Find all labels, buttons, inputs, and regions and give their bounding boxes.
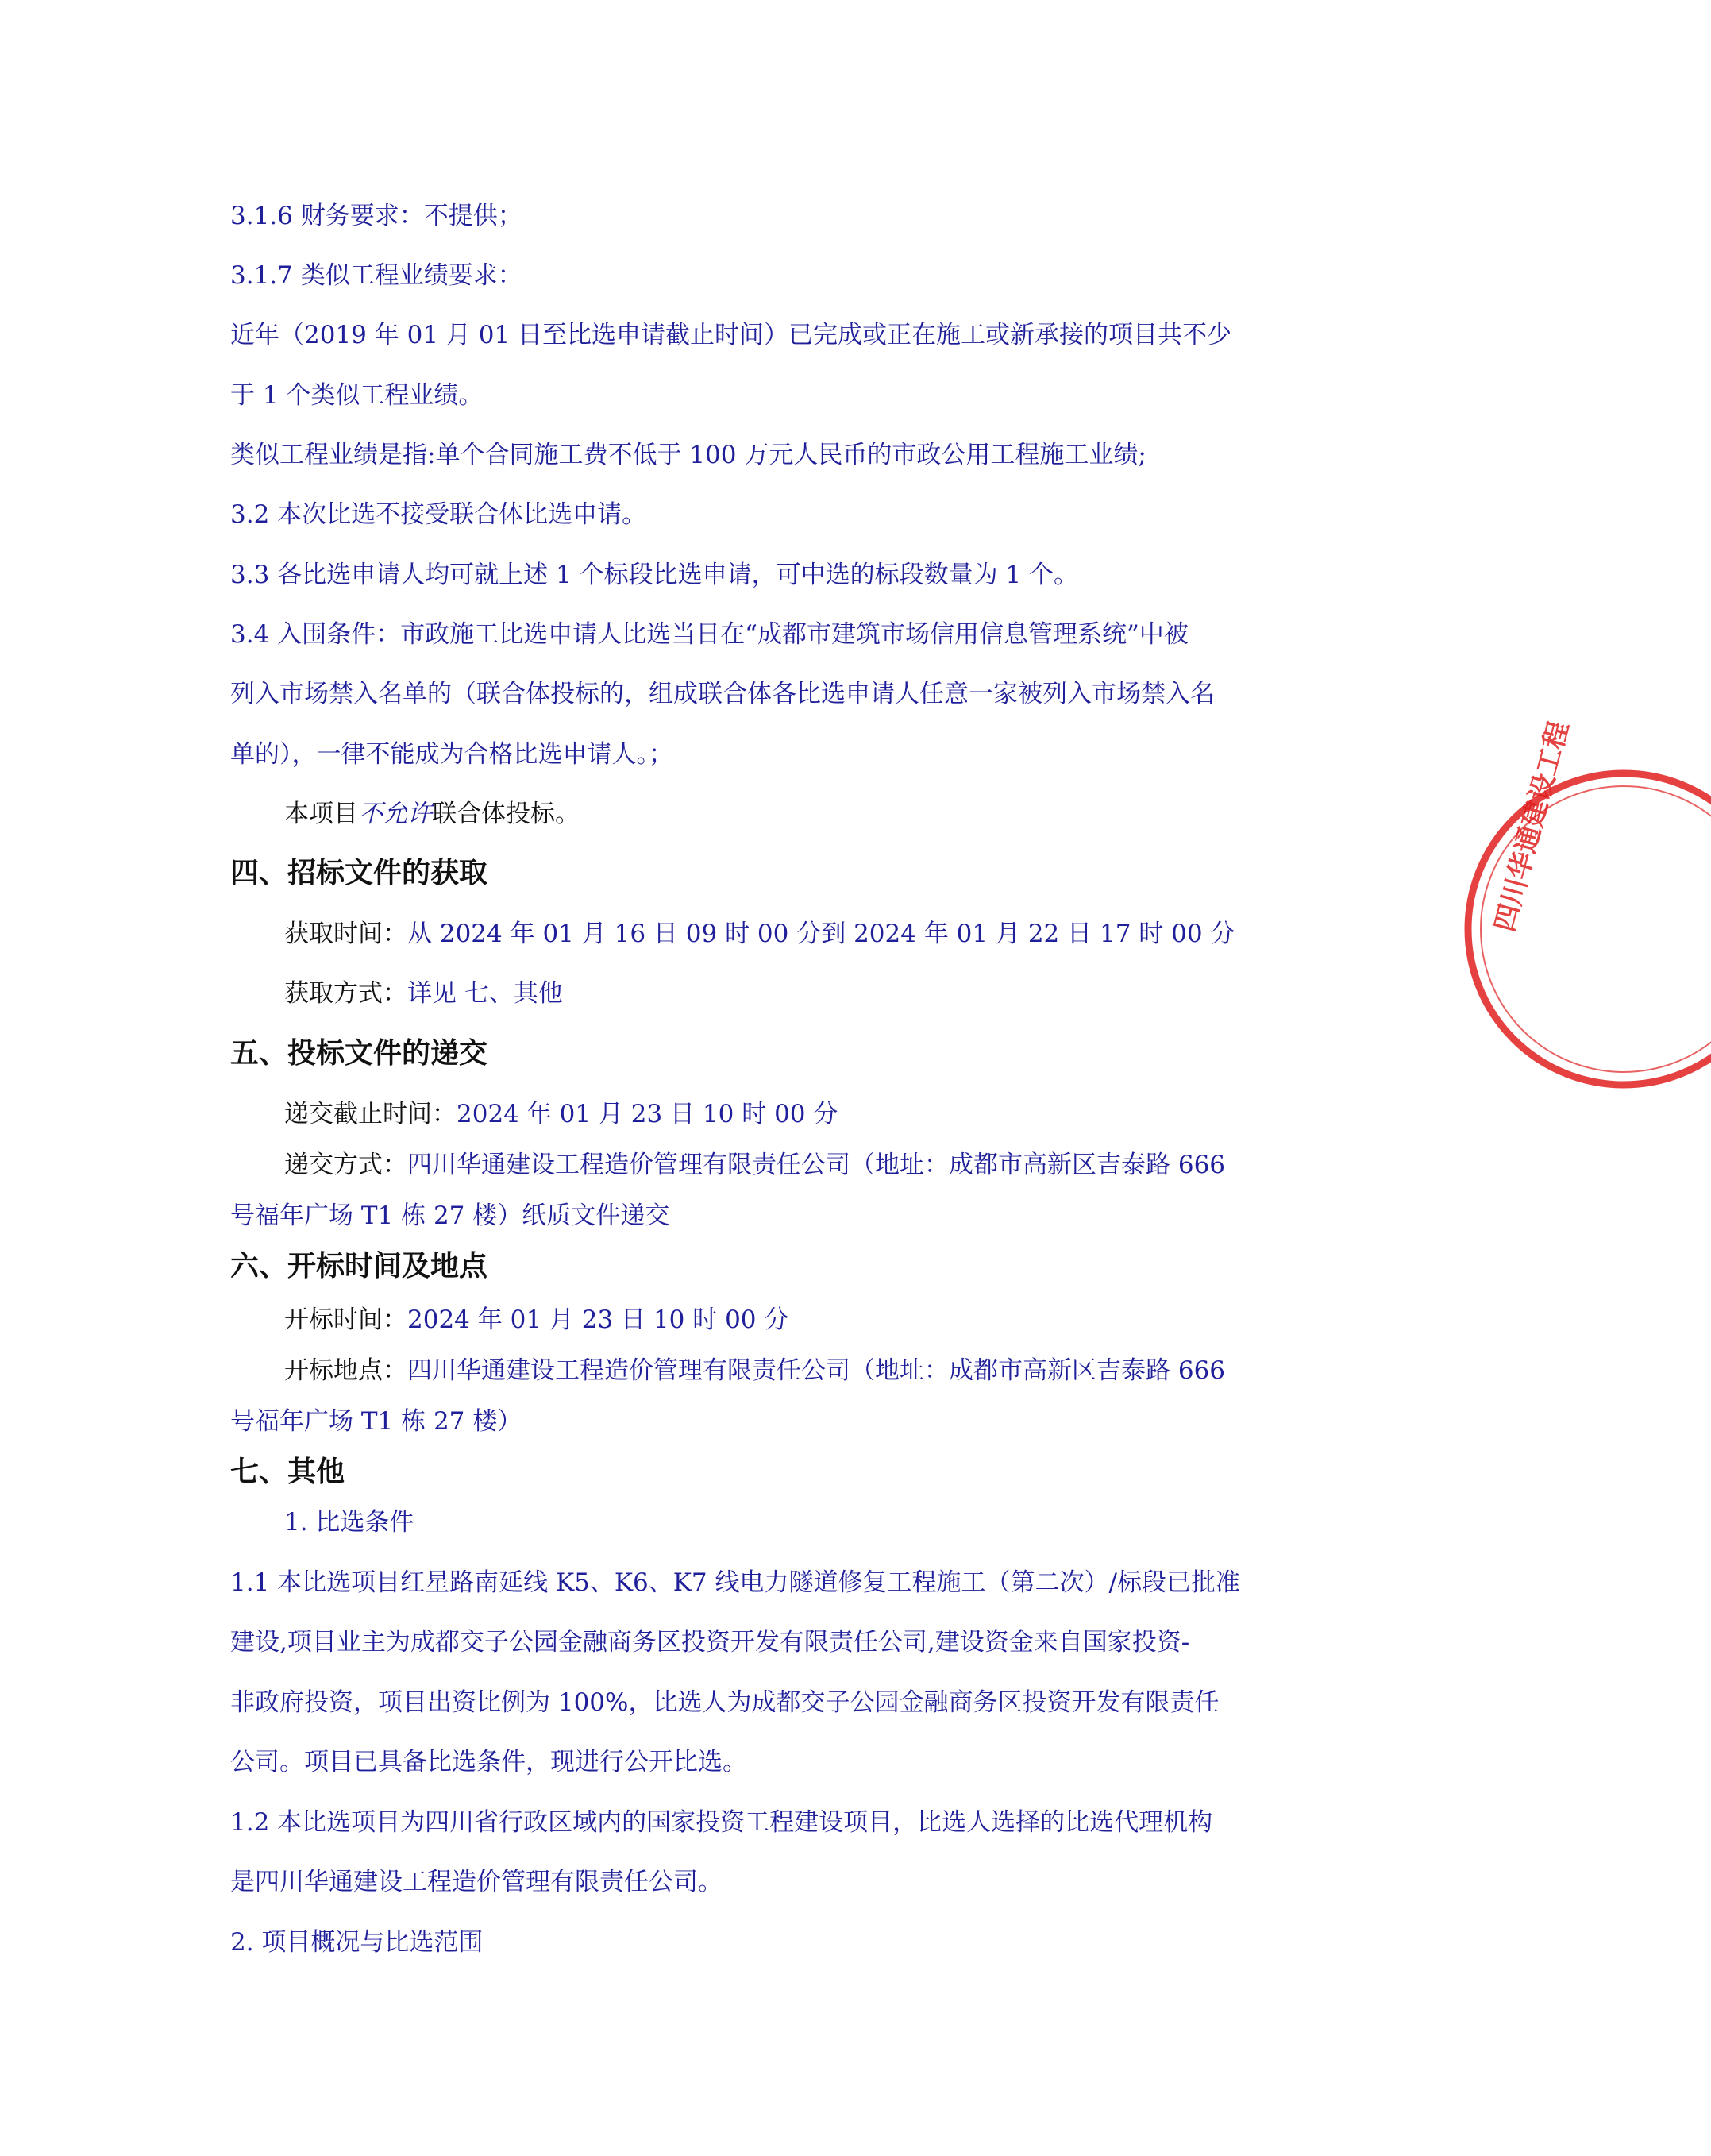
- clause-1-1-line-2: 建设,项目业主为成都交子公园金融商务区投资开发有限责任公司,建设资金来自国家投资-: [230, 1628, 1190, 1657]
- obtain-method-value: 详见 七、其他: [407, 979, 563, 1008]
- consortium-prefix: 本项目: [284, 800, 358, 828]
- obtain-time-label: 获取时间：: [284, 920, 407, 948]
- submit-method-label: 递交方式：: [284, 1151, 407, 1179]
- clause-3-1-6: 3.1.6 财务要求：不提供；: [230, 202, 522, 230]
- obtain-method-label: 获取方式：: [284, 979, 407, 1008]
- opening-place-label: 开标地点：: [284, 1356, 407, 1385]
- submit-method-cont: 号福年广场 T1 栋 27 楼）纸质文件递交: [230, 1201, 670, 1230]
- company-seal: [1457, 718, 1711, 1096]
- section-7-heading: 七、其他: [230, 1456, 345, 1488]
- submit-method: [284, 1146, 1225, 1184]
- submit-method-value-a: 四川华通建设工程造价管理有限责任公司（地址：成都市高新区吉泰路 666: [407, 1151, 1226, 1179]
- clause-1-1-line-3: 非政府投资，项目出资比例为 100%，比选人为成都交子公园金融商务区投资开发有限责任: [230, 1688, 1220, 1717]
- obtain-time: [284, 915, 1235, 953]
- obtain-method: [284, 974, 563, 1012]
- consortium-em: 不允许: [358, 800, 432, 828]
- opening-place-value-a: 四川华通建设工程造价管理有限责任公司（地址：成都市高新区吉泰路 666: [407, 1356, 1226, 1385]
- clause-1-2-line-2: 是四川华通建设工程造价管理有限责任公司。: [230, 1868, 723, 1896]
- performance-line-1: 近年（2019 年 01 月 01 日至比选申请截止时间）已完成或正在施工或新承接的项目共不少: [230, 321, 1232, 349]
- section-4-heading: 四、招标文件的获取: [230, 857, 488, 889]
- performance-definition: 类似工程业绩是指:单个合同施工费不低于 100 万元人民币的市政公用工程施工业绩;: [230, 441, 1146, 469]
- submit-deadline-label: 递交截止时间：: [284, 1100, 457, 1128]
- section-6-heading: 六、开标时间及地点: [230, 1250, 488, 1282]
- clause-1-1-line-1: 1.1 本比选项目红星路南延线 K5、K6、K7 线电力隧道修复工程施工（第二次）/标段已批准: [230, 1568, 1240, 1597]
- section-5-heading: 五、投标文件的递交: [230, 1037, 488, 1070]
- clause-3-3: 3.3 各比选申请人均可就上述 1 个标段比选申请，可中选的标段数量为 1 个。: [230, 561, 1079, 589]
- clause-1-1-line-4: 公司。项目已具备比选条件，现进行公开比选。: [230, 1748, 747, 1776]
- submit-deadline-value: 2024 年 01 月 23 日 10 时 00 分: [457, 1100, 838, 1128]
- consortium-statement: [284, 795, 580, 833]
- opening-time: [284, 1301, 788, 1339]
- subsection-2: 2. 项目概况与比选范围: [230, 1928, 484, 1957]
- opening-time-value: 2024 年 01 月 23 日 10 时 00 分: [407, 1306, 789, 1334]
- opening-place-cont: 号福年广场 T1 栋 27 楼）: [230, 1407, 522, 1436]
- clause-3-4-line-2: 列入市场禁入名单的（联合体投标的，组成联合体各比选申请人任意一家被列入市场禁入名: [230, 680, 1215, 708]
- clause-3-4-line-3: 单的），一律不能成为合格比选申请人。；: [230, 740, 673, 769]
- performance-line-2: 于 1 个类似工程业绩。: [230, 381, 484, 410]
- clause-3-4-line-1: 3.4 入围条件：市政施工比选申请人比选当日在“成都市建筑市场信用信息管理系统”中被: [230, 620, 1189, 649]
- clause-1-2-line-1: 1.2 本比选项目为四川省行政区域内的国家投资工程建设项目，比选人选择的比选代理机构: [230, 1808, 1213, 1837]
- opening-time-label: 开标时间：: [284, 1306, 407, 1334]
- clause-3-2: 3.2 本次比选不接受联合体比选申请。: [230, 500, 647, 529]
- submit-deadline: [284, 1095, 838, 1133]
- subsection-1: 1. 比选条件: [284, 1508, 414, 1537]
- clause-3-1-7: 3.1.7 类似工程业绩要求：: [230, 261, 522, 290]
- seal-arc-text: 四川华通建设工程: [1489, 718, 1576, 935]
- opening-place: [284, 1352, 1225, 1390]
- consortium-suffix: 联合体投标。: [432, 800, 580, 828]
- obtain-time-value: 从 2024 年 01 月 16 日 09 时 00 分到 2024 年 01 月 22 日 17 时 00 分: [407, 920, 1235, 948]
